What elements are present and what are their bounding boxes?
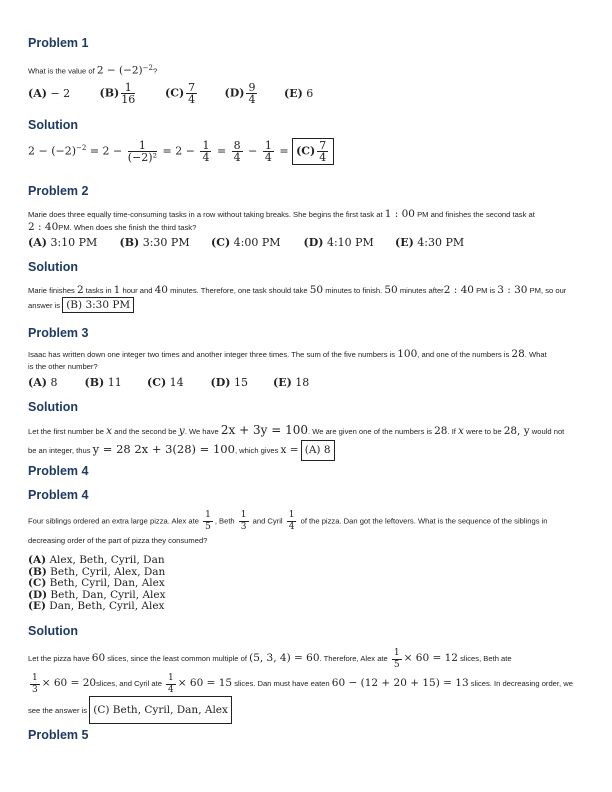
problem-4-heading-b: Problem 4 xyxy=(28,488,89,502)
problem-4-choices: (A) Alex, Beth, Cyril, Dan (B) Beth, Cyril, Alex, Dan (C) Beth, Cyril, Dan, Alex (D) Beth, Dan, Cyril, Alex (E) Dan, Beth, Cyril, Alex xyxy=(28,554,166,612)
problem-1-solution: $2 - (-2)^{-2} = 2$ − $\frac{1}{\text{(−2)²}}$ = 2 − $\frac{1}{4}$ = $\frac{8}{4}$ − $\frac{1}{4}$ = (C) $\frac{7}{4}$ xyxy=(28,138,334,165)
problem-4-heading-a: Problem 4 xyxy=(28,464,89,478)
problem-4-question: Four siblings ordered an extra large pizza. Alex ate $\frac{1}{5}$ , Beth $\frac{1}{3}$ and Cyril $\frac{1}{4}$ of the pizza. Dan got the leftovers. What is the sequence of the siblings in decreasing order of the part of pizza they consumed? xyxy=(28,510,548,545)
problem-2-answer-box: (B) 3:30 PM xyxy=(62,297,134,313)
choice-e: (E) 6 xyxy=(284,86,314,100)
choice-b: (B) $\frac{1}{16}$ xyxy=(99,81,136,106)
problem-2-solution-heading: Solution xyxy=(28,260,78,274)
problem-1-answer-box: (C) $\frac{7}{4}$ xyxy=(292,138,334,165)
problem-1-heading: Problem 1 xyxy=(28,36,89,50)
problem-2-choices: (A) 3:10 PM (B) 3:30 PM (C) 4:00 PM (D) 4:10 PM (E) 4:30 PM xyxy=(28,236,465,249)
problem-3-solution: Let the first number be x and the second be y. We have 2x + 3y = 100. We are given one of the numbers is 28. If x were to be 28, y would not be an integer, thus y = 28 2x + 3(28) = 100, which gives x = (A) 8 xyxy=(28,422,584,461)
problem-3-heading: Problem 3 xyxy=(28,326,89,340)
problem-2-question: Marie does three equally time-consuming tasks in a row without taking breaks. She begins the first task at 1 : 00 PM and finishes the second task at 2 : 40PM. When does she finish the third task? xyxy=(28,208,535,233)
choice-d: (D) $\frac{9}{4}$ xyxy=(224,81,256,106)
problem-4-answer-box: (C) Beth, Cyril, Dan, Alex xyxy=(89,696,232,724)
problem-1-question: What is the value of $2 - (-2)^{-2}$? xyxy=(28,64,158,77)
problem-3-question: Isaac has written down one integer two times and another integer three times. The sum of the five numbers is 100, and one of the numbers is 28. What is the other number? xyxy=(28,348,547,371)
problem-5-heading: Problem 5 xyxy=(28,728,89,742)
problem-2-heading: Problem 2 xyxy=(28,184,89,198)
problem-4-solution: Let the pizza have 60 slices, since the least common multiple of (5, 3, 4) = 60. Therefore, Alex ate $\frac{1}{5}$ × 60 = 12 slices, Beth ate $\frac{1}{3}$ × 60 = 20slices, and Cyril ate $\frac{1}{4}$ × 60 = 15 slices. Dan must have eaten 60 − (12 + 20 + 15) = 13 slices. In decreasing order, we see the answer is (C) Beth, Cyril, Dan, Alex xyxy=(28,646,584,724)
problem-4-solution-heading: Solution xyxy=(28,624,78,638)
choice-c: (C) $\frac{7}{4}$ xyxy=(165,81,196,106)
choice-a: (A) − 2 xyxy=(28,86,71,100)
problem-2-solution: Marie finishes 2 tasks in 1 hour and 40 minutes. Therefore, one task should take 50 minutes to finish. 50 minutes after2 : 40 PM is 3 : 30 PM, so our answer is (B) 3:30 PM xyxy=(28,284,567,311)
problem-1-solution-heading: Solution xyxy=(28,118,78,132)
problem-3-answer-box: (A) 8 xyxy=(301,440,335,461)
problem-3-choices: (A) 8 (B) 11 (C) 14 (D) 15 (E) 18 xyxy=(28,376,310,389)
problem-3-solution-heading: Solution xyxy=(28,400,78,414)
problem-1-choices xyxy=(28,82,313,105)
